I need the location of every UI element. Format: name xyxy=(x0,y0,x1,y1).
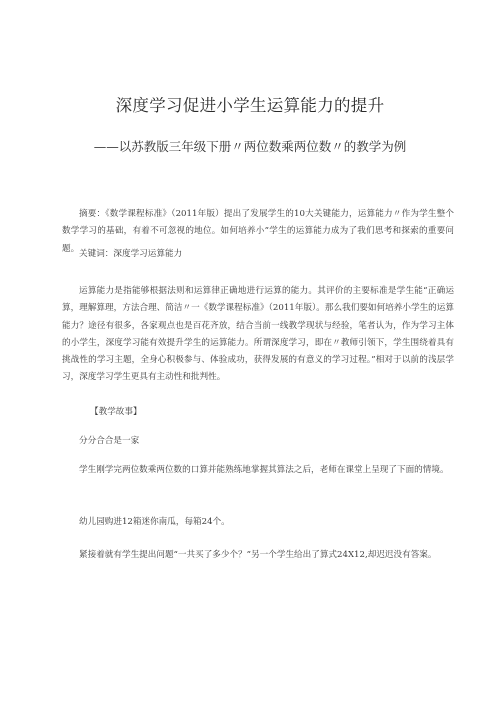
document-title: 深度学习促进小学生运算能力的提升 xyxy=(115,96,385,115)
story-paragraph-1: 学生刚学完两位数乘两位数的口算并能熟练地掌握其算法之后，老师在课堂上呈现了下面的情境。 xyxy=(79,465,449,475)
intro-paragraph: 运算能力是指能够根据法则和运算律正确地进行运算的能力。其评价的主要标准是学生能“正确运算，理解算理，方法合理、简洁〃一《数学课程标准》（2011年版）。那么我们要如何培养小学生的运算能力？途径有很多，各家观点也是百花齐放，结合当前一线教学现状与经验，笔者认为，作为学习主体的小学生，深度学习能有效提升学生的运算能力。所谓深度学习，即在〃教师引领下，学生围绕着具有挑战性的学习主题，全身心积极参与、体验成功，获得发展的有意义的学习过程。”相对于以前的浅层学习，深度学习学生更具有主动性和批判性。 xyxy=(62,286,454,383)
document-subtitle: ——以苏教版三年级下册〃两位数乘两位数〃的教学为例 xyxy=(93,139,407,154)
section-heading: 【教学故事】 xyxy=(90,407,142,417)
abstract-paragraph: 摘要：《数学课程标准》（2011年版）提出了发展学生的10大关键能力，运算能力〃作为学生整个数学学习的基础，有着不可忽视的地位。如何培养小”学生的运算能力成为了我们思考和探索的重要问题。 xyxy=(62,209,454,254)
story-paragraph-3: 紧接着就有学生提出问题“一共买了多少个？”另一个学生给出了算式24X12,却迟迟没有答案。 xyxy=(79,550,437,560)
story-paragraph-2: 幼儿园购进12箱迷你南瓜，每箱24个。 xyxy=(79,517,230,527)
keywords-line: 关键词：深度学习运算能力 xyxy=(79,249,183,259)
story-subheading: 分分合合是一家 xyxy=(79,436,140,446)
